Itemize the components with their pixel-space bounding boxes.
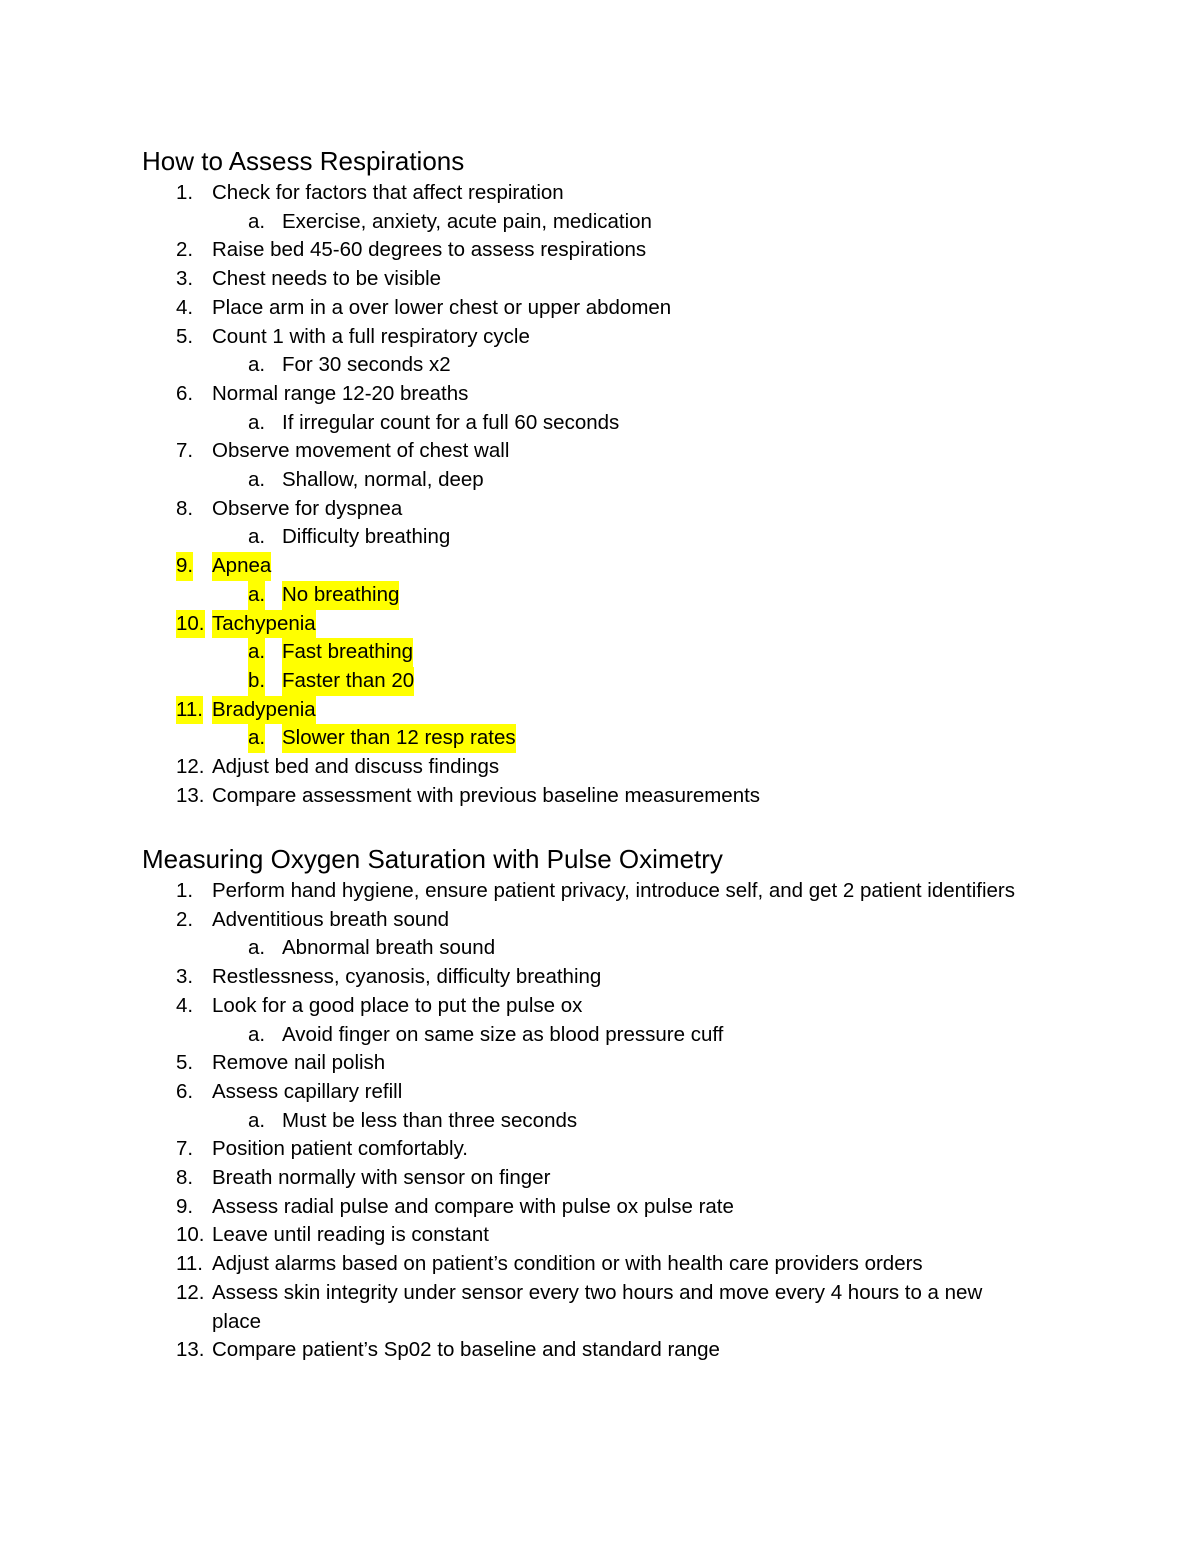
- pulse-oximetry-section: [142, 841, 1102, 1365]
- item-number: 11.: [176, 696, 203, 725]
- sub-item-letter: a.: [248, 1022, 266, 1046]
- item-text: Position patient comfortably.: [212, 1137, 468, 1161]
- item-number: 1.: [176, 879, 194, 902]
- item-number: 10.: [176, 1223, 205, 1247]
- item-number: 6.: [176, 1079, 194, 1103]
- sub-list-item: [142, 351, 1102, 380]
- list-item: [142, 1078, 1102, 1107]
- list-item: [142, 992, 1102, 1021]
- highlighted-list-item: [142, 610, 1102, 639]
- sub-list-item: [142, 1107, 1102, 1136]
- item-number: 4.: [176, 295, 194, 319]
- highlighted-sub-list-item: [142, 581, 1102, 610]
- item-text: Adjust alarms based on patient’s condition or with health care providers orders: [212, 1252, 923, 1276]
- list-item: [142, 1193, 1102, 1222]
- item-text: Place arm in a over lower chest or upper abdomen: [212, 295, 672, 319]
- list-item: [142, 437, 1102, 466]
- sub-list-item: [142, 523, 1102, 552]
- sub-item-text: Exercise, anxiety, acute pain, medication: [282, 209, 652, 233]
- item-number: 13.: [176, 783, 205, 807]
- item-number: 6.: [176, 381, 194, 405]
- list-item: [142, 1135, 1102, 1164]
- list-item: [142, 265, 1102, 294]
- list-item: [142, 294, 1102, 323]
- list-item: [142, 179, 1102, 208]
- sub-item-text: Must be less than three seconds: [282, 1108, 578, 1132]
- item-text: Assess skin integrity under sensor every two hours and move every 4 hours to a new place: [212, 1280, 983, 1333]
- sub-list-item: [142, 934, 1102, 963]
- item-text: Adjust bed and discuss findings: [212, 755, 500, 779]
- respirations-steps-list: [142, 179, 1102, 810]
- item-text: Remove nail polish: [212, 1051, 386, 1075]
- item-text: Compare patient’s Sp02 to baseline and standard range: [212, 1338, 720, 1362]
- respirations-section: [142, 143, 1102, 810]
- item-number: 12.: [176, 755, 205, 779]
- sub-item-letter: a.: [248, 724, 265, 753]
- sub-item-text: Fast breathing: [282, 638, 413, 667]
- list-item: [142, 323, 1102, 352]
- sub-item-letter: a.: [248, 638, 265, 667]
- list-item: [142, 1164, 1102, 1193]
- section-title: Measuring Oxygen Saturation with Pulse Oximetry: [142, 844, 723, 874]
- sub-item-text: Faster than 20: [282, 667, 414, 696]
- item-text: Restlessness, cyanosis, difficulty breathing: [212, 965, 602, 989]
- item-number: 3.: [176, 965, 194, 989]
- item-number: 1.: [176, 181, 194, 204]
- item-number: 8.: [176, 1166, 194, 1190]
- item-number: 7.: [176, 1137, 194, 1161]
- highlighted-sub-list-item: [142, 638, 1102, 667]
- sub-item-letter: a.: [248, 209, 266, 233]
- sub-item-letter: a.: [248, 581, 265, 610]
- item-number: 2.: [176, 238, 194, 262]
- item-number: 3.: [176, 267, 194, 291]
- item-text: Observe movement of chest wall: [212, 439, 510, 463]
- sub-item-text: For 30 seconds x2: [282, 353, 451, 377]
- item-text: Breath normally with sensor on finger: [212, 1166, 551, 1190]
- section-title: How to Assess Respirations: [142, 146, 465, 176]
- sub-list-item: [142, 208, 1102, 237]
- list-item: [142, 1221, 1102, 1250]
- item-number: 11.: [176, 1252, 203, 1276]
- item-text: Assess capillary refill: [212, 1079, 403, 1103]
- sub-item-letter: a.: [248, 525, 266, 549]
- pulse-oximetry-steps-list: [142, 877, 1102, 1365]
- sub-item-text: No breathing: [282, 581, 399, 610]
- item-text: Chest needs to be visible: [212, 267, 442, 291]
- item-text: Adventitious breath sound: [212, 907, 450, 931]
- sub-item-letter: a.: [248, 1108, 266, 1132]
- item-text: Compare assessment with previous baseline measurements: [212, 783, 761, 807]
- item-text: Tachypenia: [212, 610, 316, 639]
- sub-item-text: Shallow, normal, deep: [282, 468, 484, 492]
- highlighted-sub-list-item: [142, 724, 1102, 753]
- sub-item-text: If irregular count for a full 60 seconds: [282, 410, 620, 434]
- list-item: [142, 236, 1102, 265]
- list-item: [142, 963, 1102, 992]
- sub-item-letter: a.: [248, 410, 266, 434]
- item-number: 5.: [176, 324, 194, 348]
- sub-item-text: Avoid finger on same size as blood pressure cuff: [282, 1022, 724, 1046]
- item-text: Look for a good place to put the pulse ox: [212, 993, 583, 1017]
- sub-list-item: [142, 409, 1102, 438]
- sub-list-item: [142, 1021, 1102, 1050]
- item-text: Assess radial pulse and compare with pulse ox pulse rate: [212, 1194, 734, 1218]
- sub-item-text: Slower than 12 resp rates: [282, 724, 516, 753]
- item-number: 8.: [176, 496, 194, 520]
- list-item: [142, 495, 1102, 524]
- item-text: Apnea: [212, 552, 271, 581]
- list-item: [142, 1049, 1102, 1078]
- list-item: [142, 380, 1102, 409]
- item-number: 4.: [176, 993, 194, 1017]
- sub-item-letter: b.: [248, 667, 265, 696]
- item-text: Bradypenia: [212, 696, 316, 725]
- item-text: Perform hand hygiene, ensure patient privacy, introduce self, and get 2 patient identifiers: [212, 879, 1016, 902]
- list-item: [142, 1250, 1102, 1279]
- item-number: 7.: [176, 439, 194, 463]
- item-number: 13.: [176, 1338, 205, 1362]
- item-text: Raise bed 45-60 degrees to assess respirations: [212, 238, 647, 262]
- list-item: [142, 1279, 1102, 1336]
- item-number: 12.: [176, 1280, 205, 1304]
- item-number: 5.: [176, 1051, 194, 1075]
- list-item: [142, 782, 1102, 811]
- item-number: 9.: [176, 552, 193, 581]
- sub-item-letter: a.: [248, 353, 266, 377]
- item-number: 10.: [176, 610, 205, 639]
- list-item: [142, 753, 1102, 782]
- item-text: Observe for dyspnea: [212, 496, 403, 520]
- item-number: 9.: [176, 1194, 194, 1218]
- list-item: [142, 1336, 1102, 1365]
- sub-item-text: Difficulty breathing: [282, 525, 451, 549]
- sub-list-item: [142, 466, 1102, 495]
- item-text: Normal range 12-20 breaths: [212, 381, 469, 405]
- list-item: [142, 877, 1102, 906]
- highlighted-list-item: [142, 696, 1102, 725]
- sub-item-letter: a.: [248, 468, 266, 492]
- sub-item-letter: a.: [248, 936, 266, 960]
- list-item: [142, 906, 1102, 935]
- item-text: Count 1 with a full respiratory cycle: [212, 324, 530, 348]
- highlighted-list-item: [142, 552, 1102, 581]
- sub-item-text: Abnormal breath sound: [282, 936, 496, 960]
- item-text: Leave until reading is constant: [212, 1223, 489, 1247]
- highlighted-sub-list-item: [142, 667, 1102, 696]
- item-text: Check for factors that affect respiration: [212, 181, 564, 204]
- item-number: 2.: [176, 907, 194, 931]
